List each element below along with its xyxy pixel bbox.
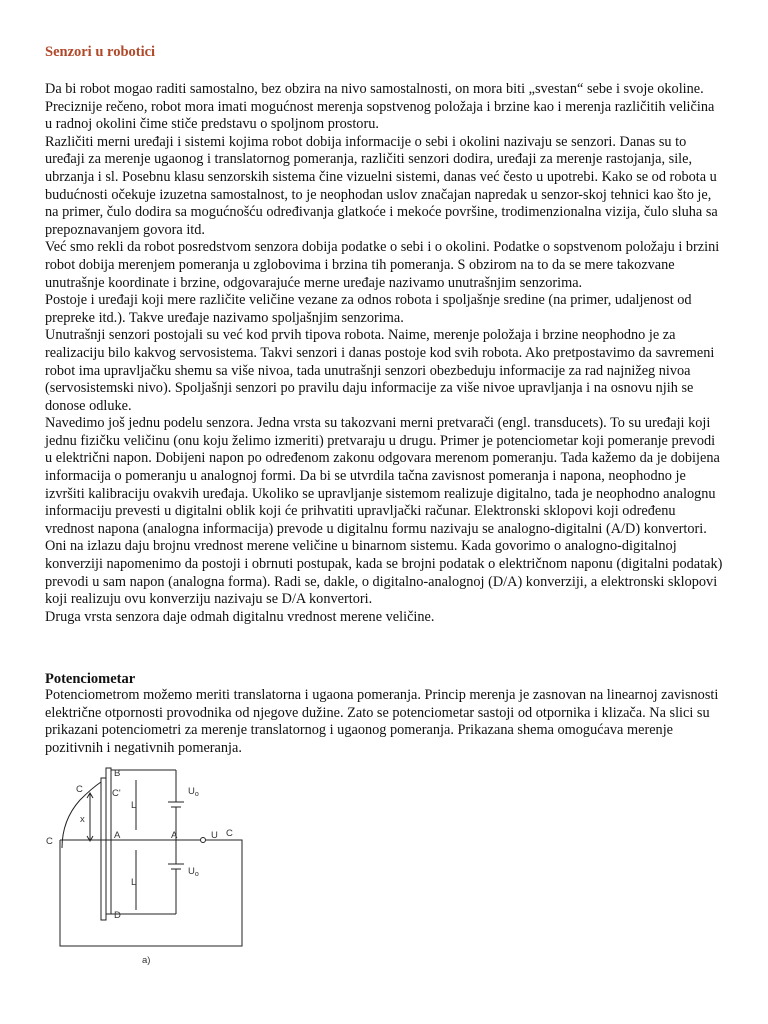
subsection-text <box>45 687 725 757</box>
label-l-top: L <box>131 800 137 811</box>
label-c-top: C <box>76 784 83 795</box>
resistor-strip <box>106 768 111 914</box>
subsection-title: Potenciometar <box>45 671 136 687</box>
potentiometer-circuit-diagram <box>40 760 260 965</box>
paragraph: Različiti merni uređaji i sistemi kojima robot dobija informacije o sebi i okolini nazivaju se senzori. Danas su to uređaji za merenje ugaonog i translatornog pomeranja, različiti senzori dodira, uređaji za merenje rastojanja, sile, ubrzanja i sl. Posebnu klasu senzorskih sistema čine vizuelni sistemi, danas već često u upotrebi. Kako se od robota u budućnosti očekuje izuzetna samostalnost, to je neophodan uslov značajan napredak u senzor-skoj tehnici kao što je, na primer, čulo dodira sa mogućnošću određivanja glatkoće i mekoće površine, trodimenzionalna vizija, čulo sluha sa prepoznavanjem govora itd. <box>45 133 718 238</box>
label-b: B <box>114 768 121 779</box>
label-a-right: A <box>171 830 178 841</box>
label-c-right: C <box>226 828 233 839</box>
label-c-prime: C' <box>112 788 121 799</box>
label-c-left: C <box>46 836 53 847</box>
label-l-bottom: L <box>131 877 137 888</box>
potentiometer-figure <box>40 760 260 965</box>
paragraph: Postoje i uređaji koji mere različite veličine vezane za odnos robota i spoljašnje sredine (na primer, udaljenost od prepreke itd.). Takve uređaje nazivamo spoljašnjim senzorima. <box>45 292 692 326</box>
label-x: x <box>80 814 85 825</box>
section-title: Senzori u robotici <box>45 44 156 60</box>
label-u0-top: $U_o$ <box>188 786 199 798</box>
paragraph: Navedimo još jednu podelu senzora. Jedna vrsta su takozvani merni pretvarači (engl. transducets). To su uređaji koji jednu fizičku veličinu (onu koju želimo izmeriti) pretvaraju u drugu. Primer je potenciometar koji pomeranje prevodi u električni napon. Dobijeni napon po određenom zakonu odgovara merenom pomeranju. Tada kažemo da je dobijena informacija o pomeranju u analognoj formi. Da bi se utvrdila tačna zavisnost pomeranja i napona, neophodno je izvršiti kalibraciju ovakvih uređaja. Ukoliko se upravljanje sistemom realizuje digitalno, tada je neophodno analognu informaciju prevesti u digitalni oblik koji će prihvatiti upravljački računar. Elektronski sklopovi koji određenu vrednost napona (analogna informacija) prevode u digitalnu formu nazivaju se analogno-digitalni (A/D) konvertori. Oni na izlazu daju brojnu vrednost merene veličine u binarnom sistemu. Kada govorimo o analogno-digitalnoj konverziji napomenimo da postoji i obrnuti postupak, kada se brojni podatak o električnom naponu (digitalni podatak) prevodi u sam napon (analogna forma). Radi se, dakle, o digitalno-analognoj (D/A) konverziji, a elektronski sklopovi koji realizuju ovu konverziju nazivaju se D/A konvertori. <box>45 415 723 608</box>
paragraph: Unutrašnji senzori postojali su već kod prvih tipova robota. Naime, merenje položaja i brzine neophodno je za realizaciju bilo kakvog servosistema. Takvi senzori i danas postoje kod svih robota. Ako pretpostavimo da savremeni robot ima upravljačku shemu sa više nivoa, tada unutrašnji senzori obezbeduju informacije za rad najnižeg nivoa (servosistemski nivo). Spoljašnji senzori po pravilu daju informacije za više nivoe upravljanja i na osnovu njih se donose odluke. <box>45 327 715 414</box>
output-terminal <box>201 838 206 843</box>
slider-rod <box>101 778 106 920</box>
intro-text <box>45 81 725 626</box>
label-d: D <box>114 910 121 921</box>
paragraph: Da bi robot mogao raditi samostalno, bez obzira na nivo samostalnosti, on mora biti „svestan“ sebe i svoje okoline. Preciznije rečeno, robot mora imati mogućnost merenja sopstvenog položaja i brzine kao i merenja različitih veličina u radnoj okolini čime stiče predstavu o spoljnom prostoru. <box>45 81 715 133</box>
label-a-left: A <box>114 830 121 841</box>
label-u: U <box>211 830 218 841</box>
paragraph: Druga vrsta senzora daje odmah digitalnu vrednost merene veličine. <box>45 608 435 625</box>
figure-caption: a) <box>142 955 151 965</box>
label-u0-bottom: $U_o$ <box>188 866 199 878</box>
outer-loop <box>60 840 242 946</box>
paragraph: Već smo rekli da robot posredstvom senzora dobija podatke o sebi i o okolini. Podatke o sopstvenom položaju i brzini robot dobija merenjem pomeranja u zglobovima i brzina tih pomeranja. S obzirom na to da se mere takozvane unutrašnje koordinate i brzine, odgovarajuće merne uređaje nazivamo unutrašnjim senzorima. <box>45 239 720 291</box>
paragraph: Potenciometrom možemo meriti translatorna i ugaona pomeranja. Princip merenja je zasnovan na linearnoj zavisnosti električne otpornosti provodnika od njegove dužine. Zato se potenciometar sastoji od otpornika i klizača. Na slici su prikazani potenciometri za merenje translatornog i ugaonog pomeranja. Prikazana shema omogućava merenje pozitivnih i negativnih pomeranja. <box>45 687 719 756</box>
